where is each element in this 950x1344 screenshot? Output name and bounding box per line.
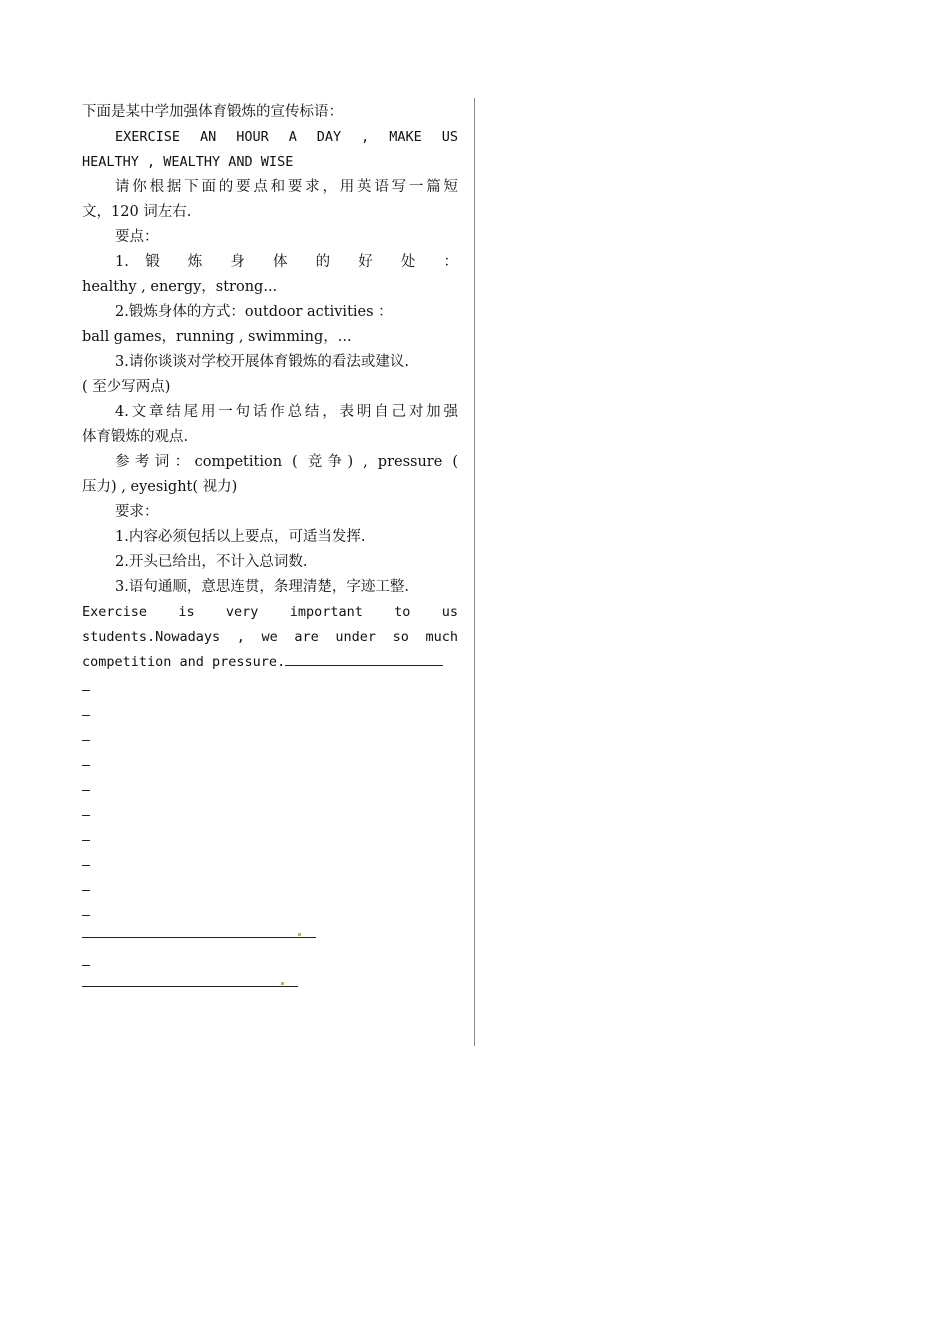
essay-opening-text: competition and pressure. bbox=[82, 654, 286, 670]
answer-line-long[interactable] bbox=[82, 937, 316, 938]
point-4-line-2: 体育锻炼的观点. bbox=[82, 429, 189, 445]
intro-text: 下面是某中学加强体育锻炼的宣传标语： bbox=[82, 104, 343, 120]
reference-words-line-2: 压力) , eyesight( 视力) bbox=[82, 479, 238, 495]
point-1-line-2: healthy , energy，strong... bbox=[82, 279, 278, 295]
answer-line[interactable] bbox=[82, 865, 90, 866]
slogan-line-1: EXERCISE AN HOUR A DAY , MAKE US bbox=[115, 129, 458, 145]
requirement-3: 3.语句通顺，意思连贯，条理清楚，字迹工整. bbox=[115, 579, 409, 595]
answer-line[interactable] bbox=[82, 715, 90, 716]
point-2-line-1: 2.锻炼身体的方式：outdoor activities ： bbox=[115, 304, 393, 320]
answer-blank[interactable] bbox=[285, 651, 443, 666]
writing-task-column bbox=[82, 100, 458, 675]
answer-line[interactable] bbox=[82, 790, 90, 791]
requirement-1: 1.内容必须包括以上要点，可适当发挥. bbox=[115, 529, 366, 545]
speck-mark bbox=[281, 982, 284, 985]
point-4-line-1: 4.文章结尾用一句话作总结，表明自己对加强 bbox=[115, 404, 458, 420]
points-heading: 要点： bbox=[115, 229, 159, 245]
instruction-line-2: 文，120 词左右. bbox=[82, 204, 192, 220]
essay-opening-line-2: students.Nowadays , we are under so much bbox=[82, 629, 458, 645]
column-divider bbox=[474, 98, 475, 1046]
answer-line[interactable] bbox=[82, 890, 90, 891]
essay-opening-line-3 bbox=[82, 650, 458, 675]
requirements-heading: 要求： bbox=[115, 504, 159, 520]
answer-line[interactable] bbox=[82, 690, 90, 691]
answer-line[interactable] bbox=[82, 965, 90, 966]
point-3-line-2: ( 至少写两点) bbox=[82, 379, 171, 395]
essay-opening-line-1: Exercise is very important to us bbox=[82, 604, 458, 620]
speck-mark bbox=[298, 933, 301, 936]
point-1-line-1: 1. 锻 炼 身 体 的 好 处 ： bbox=[115, 254, 458, 270]
answer-line[interactable] bbox=[82, 840, 90, 841]
slogan-line-2: HEALTHY , WEALTHY AND WISE bbox=[82, 154, 294, 170]
answer-line[interactable] bbox=[82, 815, 90, 816]
reference-words-line-1: 参考词：competition ( 竞争) , pressure ( bbox=[115, 454, 458, 470]
answer-line[interactable] bbox=[82, 765, 90, 766]
answer-line[interactable] bbox=[82, 740, 90, 741]
answer-line-long[interactable] bbox=[82, 986, 298, 987]
requirement-2: 2.开头已给出，不计入总词数. bbox=[115, 554, 308, 570]
point-2-line-2: ball games，running , swimming，... bbox=[82, 329, 352, 345]
instruction-line-1: 请你根据下面的要点和要求，用英语写一篇短 bbox=[115, 179, 458, 195]
answer-line[interactable] bbox=[82, 915, 90, 916]
point-3-line-1: 3.请你谈谈对学校开展体育锻炼的看法或建议. bbox=[115, 354, 409, 370]
